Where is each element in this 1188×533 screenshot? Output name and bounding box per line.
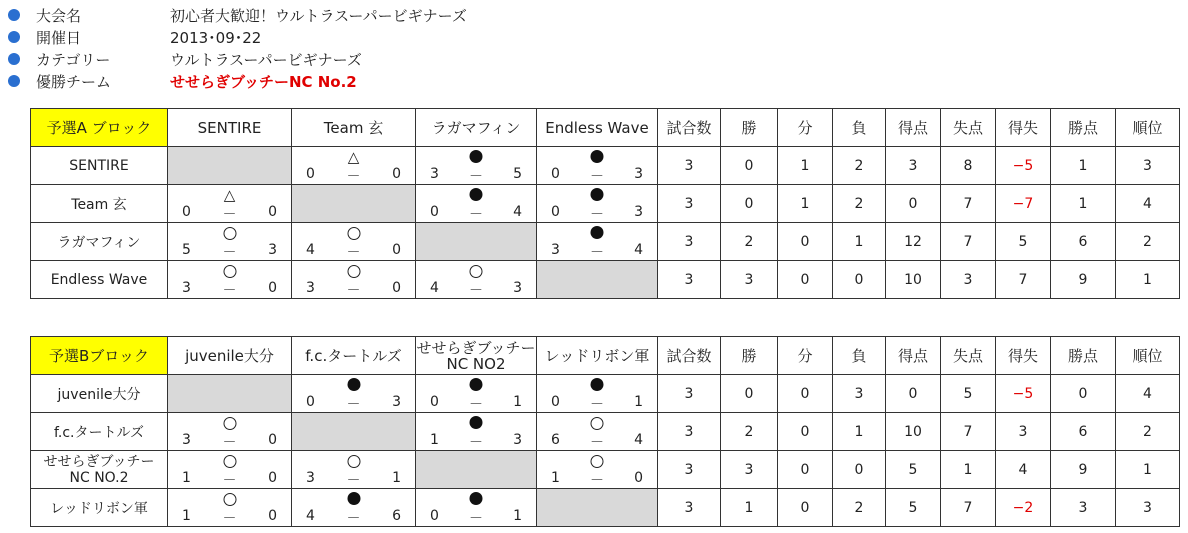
score-dash: － (222, 207, 237, 223)
stat-value: 10 (886, 261, 941, 299)
table-row (31, 489, 1180, 527)
score-against: 0 (634, 470, 643, 486)
stat-value: 0 (833, 261, 886, 299)
score-for: 3 (306, 280, 315, 296)
stat-value: 0 (833, 451, 886, 489)
score-dash: － (590, 473, 604, 489)
score-dash: － (346, 511, 361, 527)
score-against: 6 (392, 508, 401, 524)
stat-header: 得失 (996, 109, 1051, 147)
score-dash: － (346, 283, 361, 299)
stat-header: 分 (778, 337, 833, 375)
stat-value: 3 (886, 147, 941, 185)
stat-value: 2 (833, 185, 886, 223)
stat-value: 3 (658, 147, 721, 185)
stat-value: 12 (886, 223, 941, 261)
stat-value: 1 (1116, 451, 1180, 489)
stat-value: 7 (941, 489, 996, 527)
team-header: SENTIRE (168, 109, 292, 147)
info-value: せせらぎブッチーNC No.2 (170, 73, 357, 91)
score-dash: － (222, 511, 237, 527)
stat-value: 2 (833, 489, 886, 527)
score (430, 166, 522, 185)
score-for: 4 (430, 280, 439, 296)
score (306, 280, 401, 299)
table-row (31, 185, 1180, 223)
match-result (537, 413, 658, 451)
stat-header: 分 (778, 109, 833, 147)
score (430, 204, 522, 223)
loss-dot-icon (470, 416, 483, 429)
block-title: 予選A ブロック (31, 109, 168, 147)
score-against: 1 (513, 394, 522, 410)
stat-value: 7 (941, 223, 996, 261)
stat-value: 0 (778, 413, 833, 451)
stat-value: −5 (996, 375, 1051, 413)
match-result (537, 223, 658, 261)
score-dash: － (469, 435, 483, 451)
score-against: 0 (268, 280, 277, 296)
score-for: 0 (551, 394, 560, 410)
score-dash: － (222, 245, 237, 261)
score-dash: － (469, 169, 483, 185)
match-result (168, 489, 292, 527)
stat-value: 2 (1116, 413, 1180, 451)
score-dash: － (590, 435, 604, 451)
score (430, 394, 522, 413)
block-title: 予選Bブロック (31, 337, 168, 375)
score (182, 470, 277, 489)
score-against: 1 (392, 470, 401, 486)
score-dash: － (590, 245, 604, 261)
score-for: 3 (182, 432, 191, 448)
stat-value: 2 (721, 223, 778, 261)
win-circle-icon (347, 455, 360, 468)
bullet-icon (8, 75, 20, 87)
stat-value: 5 (886, 489, 941, 527)
score-against: 5 (513, 166, 522, 182)
stat-value: 3 (941, 261, 996, 299)
team-name: SENTIRE (31, 147, 168, 185)
stat-value: 2 (833, 147, 886, 185)
stat-header: 得点 (886, 109, 941, 147)
bullet-icon (8, 53, 20, 65)
stat-value: 3 (658, 223, 721, 261)
self-match-cell (416, 223, 537, 261)
score (306, 242, 401, 261)
score-for: 4 (306, 508, 315, 524)
score-against: 3 (513, 280, 522, 296)
score (430, 508, 522, 527)
score-for: 1 (182, 470, 191, 486)
team-name: Team 玄 (31, 185, 168, 223)
team-header: f.c.タートルズ (292, 337, 416, 375)
team-header: ラガマフィン (416, 109, 537, 147)
self-match-cell (416, 451, 537, 489)
score (430, 280, 522, 299)
stat-value: 3 (658, 451, 721, 489)
match-result (168, 185, 292, 223)
stat-value: 9 (1051, 261, 1116, 299)
stat-value: 5 (996, 223, 1051, 261)
stat-value: 3 (658, 413, 721, 451)
stat-header: 勝 (721, 109, 778, 147)
score (551, 166, 643, 185)
table-row (31, 413, 1180, 451)
team-name: juvenile大分 (31, 375, 168, 413)
match-result (292, 375, 416, 413)
team-header: Team 玄 (292, 109, 416, 147)
score-against: 0 (392, 280, 401, 296)
stat-header: 順位 (1116, 109, 1180, 147)
stat-value: 0 (721, 185, 778, 223)
match-result (416, 413, 537, 451)
score-dash: － (222, 283, 237, 299)
stat-value: 1 (833, 413, 886, 451)
win-circle-icon (223, 265, 236, 278)
stat-value: 1 (778, 185, 833, 223)
score-for: 0 (306, 166, 315, 182)
match-result (537, 185, 658, 223)
stat-value: 3 (1051, 489, 1116, 527)
loss-dot-icon (470, 492, 483, 505)
win-circle-icon (470, 265, 483, 278)
stat-value: 2 (721, 413, 778, 451)
score (306, 470, 401, 489)
score (551, 204, 643, 223)
win-circle-icon (591, 417, 604, 430)
score-for: 0 (551, 166, 560, 182)
bullet-icon (8, 9, 20, 21)
score-for: 0 (430, 394, 439, 410)
table-row (31, 147, 1180, 185)
match-result (416, 375, 537, 413)
score-against: 1 (513, 508, 522, 524)
score-against: 3 (634, 204, 643, 220)
match-result (292, 451, 416, 489)
loss-dot-icon (591, 150, 604, 163)
match-result (537, 451, 658, 489)
self-match-cell (292, 185, 416, 223)
stat-value: 0 (721, 375, 778, 413)
match-result (168, 223, 292, 261)
stat-value: 7 (941, 185, 996, 223)
score-dash: － (469, 511, 483, 527)
team-name: ラガマフィン (31, 223, 168, 261)
score-dash: － (590, 397, 604, 413)
score (551, 394, 643, 413)
stat-value: 6 (1051, 223, 1116, 261)
score-against: 0 (268, 470, 277, 486)
stat-value: 0 (778, 451, 833, 489)
stat-value: 3 (658, 185, 721, 223)
stat-value: 10 (886, 413, 941, 451)
score-for: 4 (306, 242, 315, 258)
stat-header: 試合数 (658, 337, 721, 375)
self-match-cell (168, 147, 292, 185)
win-circle-icon (223, 455, 236, 468)
score-dash: － (346, 245, 361, 261)
stat-header: 勝点 (1051, 337, 1116, 375)
info-label: 大会名 (36, 7, 82, 25)
match-result (416, 489, 537, 527)
score (551, 470, 643, 489)
stat-value: −2 (996, 489, 1051, 527)
stat-value: 3 (1116, 147, 1180, 185)
stat-value: 1 (1051, 147, 1116, 185)
self-match-cell (537, 261, 658, 299)
team-header: レッドリボン軍 (537, 337, 658, 375)
self-match-cell (168, 375, 292, 413)
score-against: 3 (513, 432, 522, 448)
stat-value: 4 (1116, 375, 1180, 413)
score-for: 0 (430, 508, 439, 524)
info-label: 優勝チーム (36, 73, 112, 91)
score-for: 0 (182, 204, 191, 220)
score (430, 432, 522, 451)
score-dash: － (590, 169, 604, 185)
stat-value: 7 (996, 261, 1051, 299)
score-dash: － (469, 283, 483, 299)
stat-value: 1 (1116, 261, 1180, 299)
loss-dot-icon (591, 188, 604, 201)
loss-dot-icon (347, 492, 360, 505)
info-label: カテゴリー (36, 51, 111, 69)
stat-header: 得失 (996, 337, 1051, 375)
match-result (416, 147, 537, 185)
team-name: Endless Wave (31, 261, 168, 299)
table-row (31, 375, 1180, 413)
stat-value: 0 (778, 489, 833, 527)
score-for: 6 (551, 432, 560, 448)
stat-value: 8 (941, 147, 996, 185)
score-against: 3 (268, 242, 277, 258)
match-result (292, 147, 416, 185)
stat-value: 0 (778, 223, 833, 261)
block-a-table (30, 108, 1180, 299)
stat-value: 0 (778, 261, 833, 299)
table-row (31, 451, 1180, 489)
stat-value: 5 (886, 451, 941, 489)
score-dash: － (222, 435, 237, 451)
stat-value: 3 (658, 375, 721, 413)
score-against: 0 (392, 242, 401, 258)
win-circle-icon (223, 493, 236, 506)
score-dash: － (222, 473, 237, 489)
score-for: 3 (551, 242, 560, 258)
match-result (292, 489, 416, 527)
score (182, 508, 277, 527)
stat-value: 0 (1051, 375, 1116, 413)
score-for: 3 (182, 280, 191, 296)
score (306, 394, 401, 413)
stat-header: 失点 (941, 109, 996, 147)
self-match-cell (537, 489, 658, 527)
stat-value: 7 (941, 413, 996, 451)
score (182, 432, 277, 451)
score-for: 1 (551, 470, 560, 486)
stat-header: 試合数 (658, 109, 721, 147)
score (182, 280, 277, 299)
table-row (31, 223, 1180, 261)
score (182, 204, 277, 223)
team-name: f.c.タートルズ (31, 413, 168, 451)
stat-value: 3 (721, 451, 778, 489)
match-result (168, 451, 292, 489)
info-value: 初心者大歓迎！ウルトラスーパービギナーズ (170, 7, 467, 25)
stat-value: 3 (658, 489, 721, 527)
loss-dot-icon (591, 378, 604, 391)
match-result (537, 147, 658, 185)
stat-value: −5 (996, 147, 1051, 185)
stat-value: 1 (833, 223, 886, 261)
score (306, 508, 401, 527)
info-value: 2013･09･22 (170, 29, 262, 47)
stat-value: 2 (1116, 223, 1180, 261)
score (551, 432, 643, 451)
score-against: 0 (392, 166, 401, 182)
stat-value: 1 (721, 489, 778, 527)
team-header: せせらぎブッチー NC NO2 (416, 338, 536, 373)
score-against: 3 (634, 166, 643, 182)
team-header: juvenile大分 (168, 337, 292, 375)
loss-dot-icon (470, 188, 483, 201)
match-result (537, 375, 658, 413)
stat-value: 1 (941, 451, 996, 489)
score-against: 4 (634, 432, 643, 448)
score-dash: － (346, 473, 361, 489)
stat-header: 勝点 (1051, 109, 1116, 147)
draw-icon: △ (223, 186, 236, 204)
stat-header: 負 (833, 109, 886, 147)
match-result (292, 223, 416, 261)
table-row (31, 261, 1180, 299)
stat-value: 3 (1116, 489, 1180, 527)
draw-icon: △ (347, 148, 360, 166)
stat-header: 順位 (1116, 337, 1180, 375)
header-row (31, 109, 1180, 147)
score-dash: － (469, 207, 483, 223)
stat-value: 0 (778, 375, 833, 413)
score (182, 242, 277, 261)
match-result (416, 261, 537, 299)
score-against: 4 (634, 242, 643, 258)
loss-dot-icon (591, 226, 604, 239)
self-match-cell (292, 413, 416, 451)
stat-value: 5 (941, 375, 996, 413)
score-against: 3 (392, 394, 401, 410)
score-against: 1 (634, 394, 643, 410)
win-circle-icon (223, 227, 236, 240)
score-dash: － (346, 169, 361, 185)
match-result (168, 413, 292, 451)
loss-dot-icon (470, 150, 483, 163)
score-for: 3 (306, 470, 315, 486)
score-for: 3 (430, 166, 439, 182)
score-against: 0 (268, 508, 277, 524)
team-name: レッドリボン軍 (31, 489, 168, 527)
score (551, 242, 643, 261)
win-circle-icon (223, 417, 236, 430)
score (306, 166, 401, 185)
score-dash: － (346, 397, 361, 413)
stat-value: 3 (721, 261, 778, 299)
score-dash: － (469, 397, 483, 413)
score-for: 0 (430, 204, 439, 220)
team-name: せせらぎブッチー NC NO.2 (31, 451, 168, 489)
loss-dot-icon (470, 378, 483, 391)
score-against: 0 (268, 432, 277, 448)
score-against: 4 (513, 204, 522, 220)
stat-value: −7 (996, 185, 1051, 223)
stat-value: 0 (886, 375, 941, 413)
bullet-icon (8, 31, 20, 43)
score-against: 0 (268, 204, 277, 220)
stat-value: 3 (658, 261, 721, 299)
win-circle-icon (591, 455, 604, 468)
stat-header: 得点 (886, 337, 941, 375)
stat-value: 1 (1051, 185, 1116, 223)
info-label: 開催日 (36, 29, 82, 47)
block-b-table (30, 336, 1180, 527)
stat-value: 4 (996, 451, 1051, 489)
win-circle-icon (347, 265, 360, 278)
score-for: 0 (551, 204, 560, 220)
stat-header: 負 (833, 337, 886, 375)
stat-value: 3 (833, 375, 886, 413)
match-result (292, 261, 416, 299)
score-for: 1 (430, 432, 439, 448)
stat-value: 0 (886, 185, 941, 223)
info-value: ウルトラスーパービギナーズ (170, 51, 362, 69)
match-result (416, 185, 537, 223)
score-for: 1 (182, 508, 191, 524)
loss-dot-icon (347, 378, 360, 391)
win-circle-icon (347, 227, 360, 240)
stat-value: 6 (1051, 413, 1116, 451)
match-result (168, 261, 292, 299)
stat-value: 4 (1116, 185, 1180, 223)
stat-value: 9 (1051, 451, 1116, 489)
team-header: Endless Wave (537, 109, 658, 147)
header-row (31, 337, 1180, 375)
score-dash: － (590, 207, 604, 223)
stat-header: 失点 (941, 337, 996, 375)
stat-header: 勝 (721, 337, 778, 375)
stat-value: 0 (721, 147, 778, 185)
stat-value: 1 (778, 147, 833, 185)
score-for: 5 (182, 242, 191, 258)
stat-value: 3 (996, 413, 1051, 451)
score-for: 0 (306, 394, 315, 410)
